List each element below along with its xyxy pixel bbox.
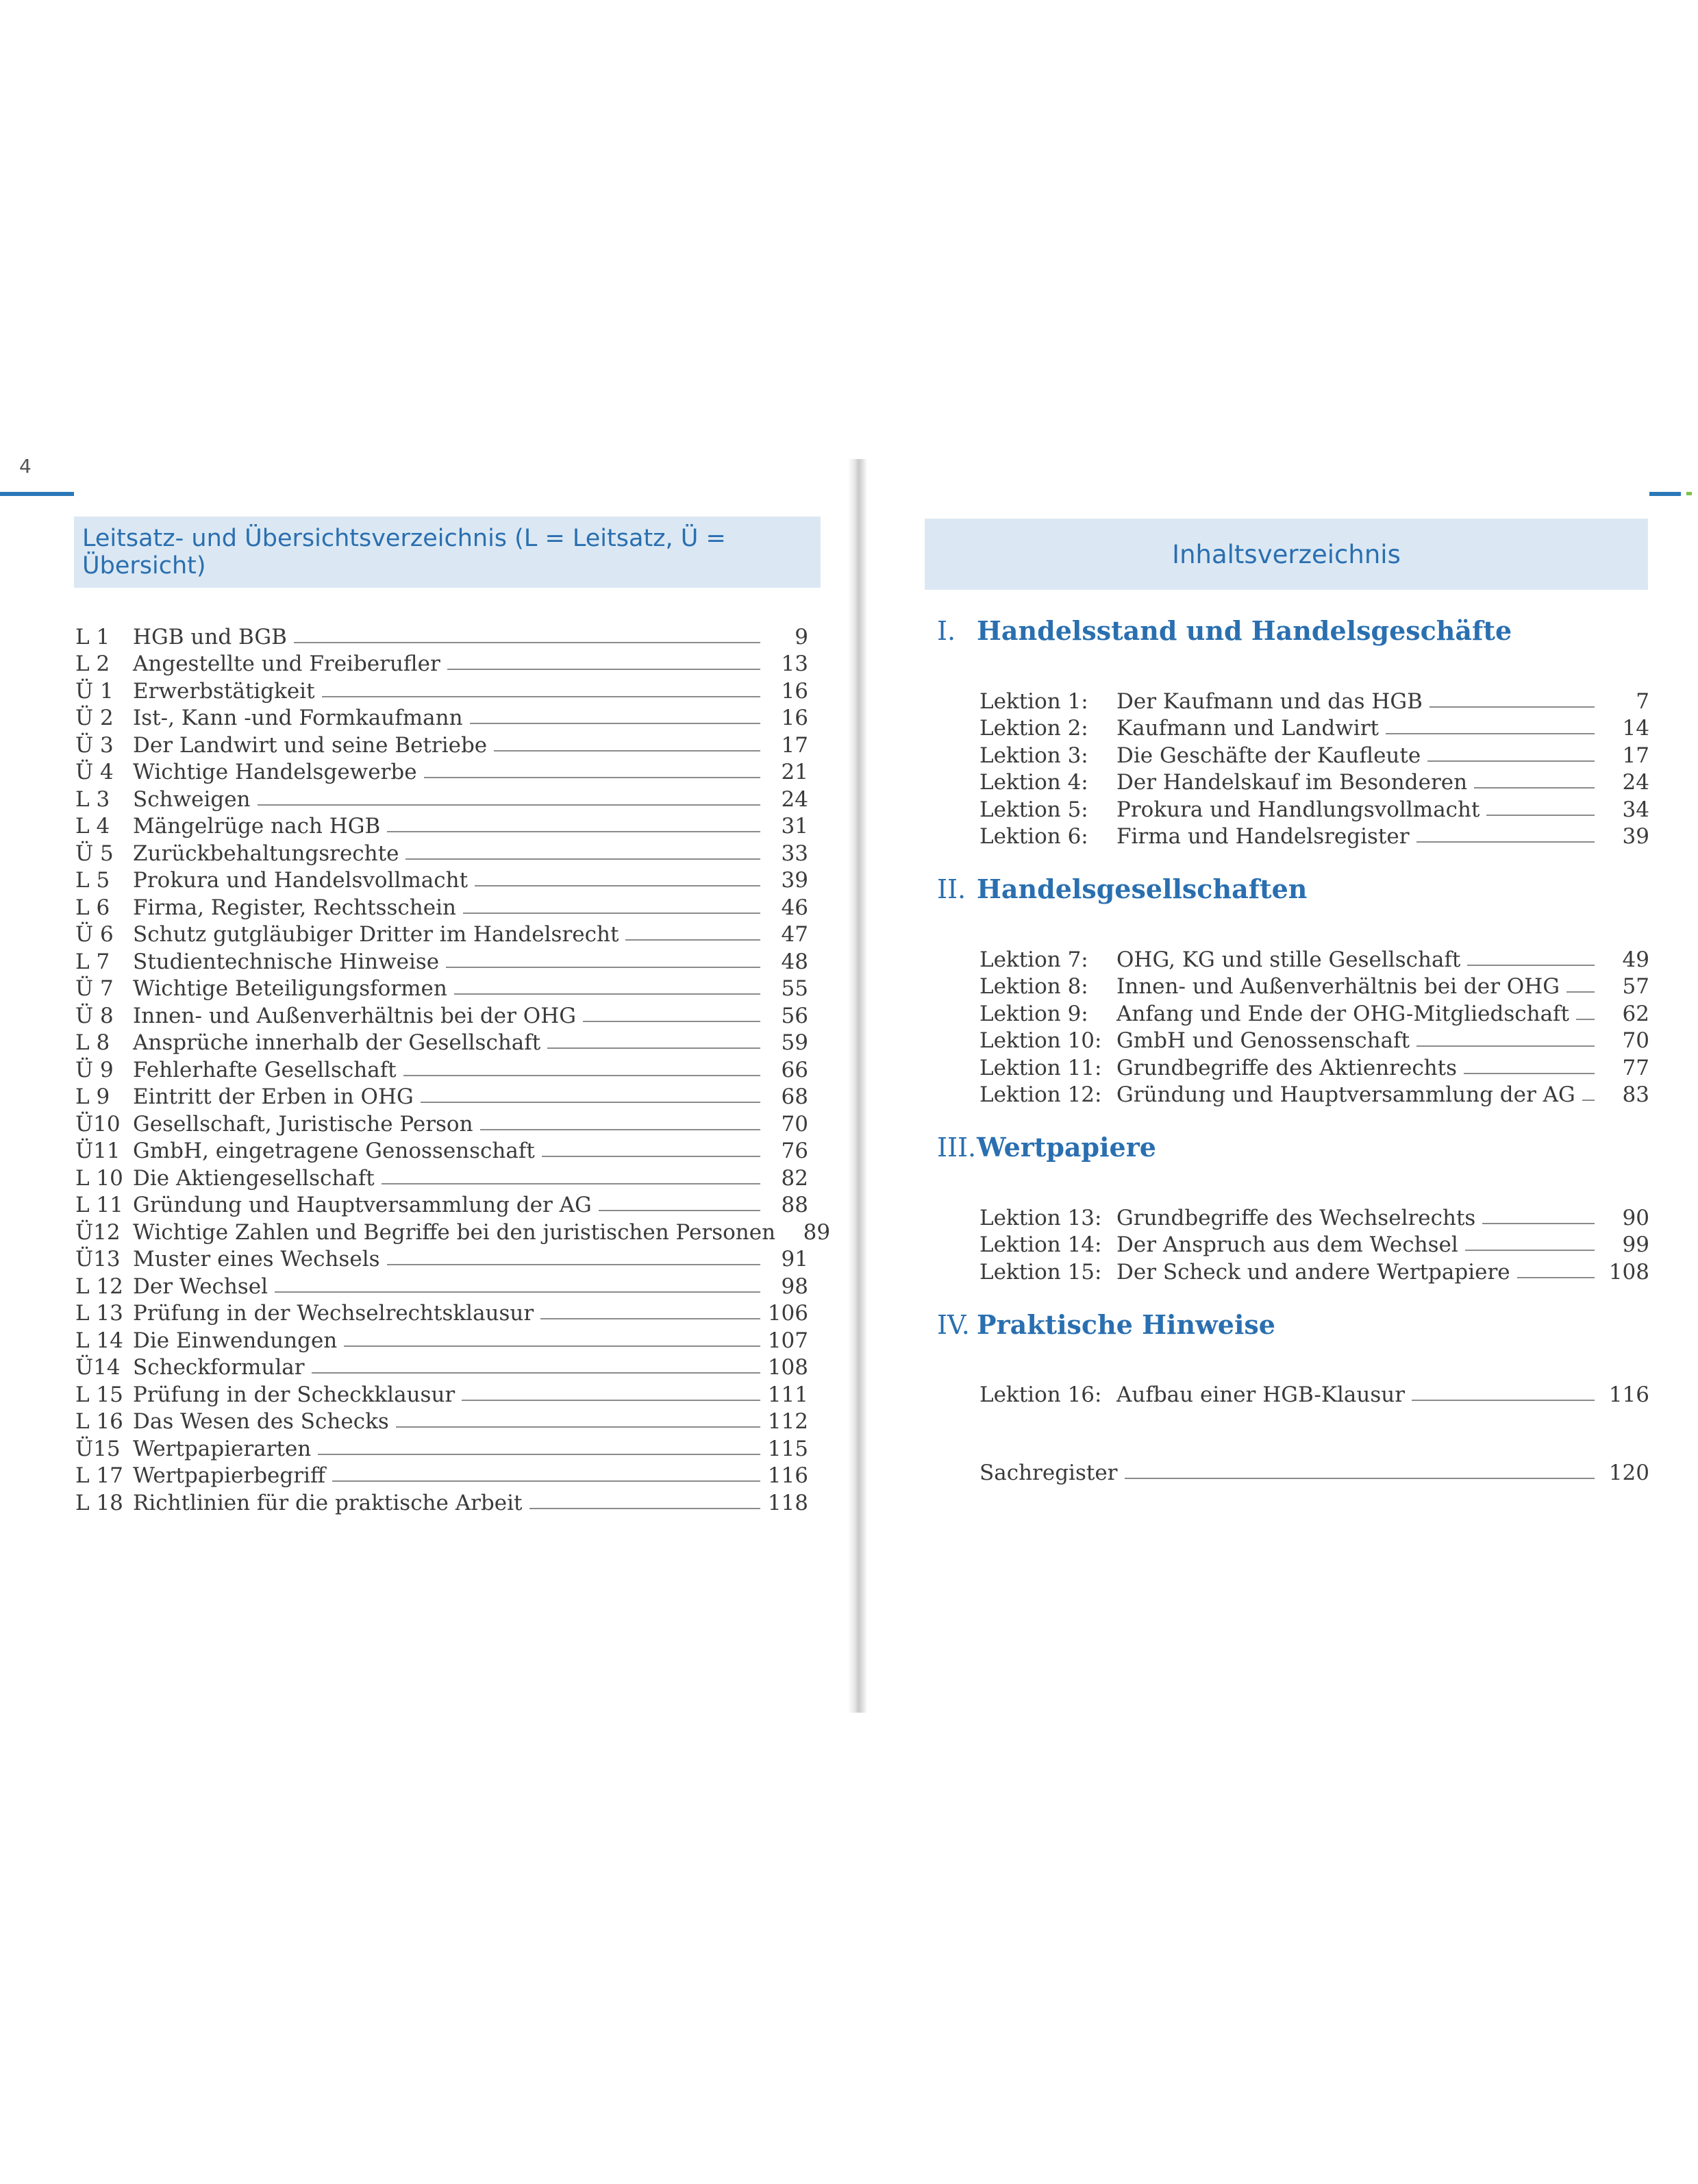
lesson-title: OHG, KG und stille Gesellschaft bbox=[1116, 947, 1461, 972]
list-item[interactable] bbox=[75, 784, 808, 812]
entry-page: 107 bbox=[767, 1328, 808, 1353]
dot-leader bbox=[421, 1102, 760, 1103]
entry-title: Mängelrüge nach HGB bbox=[133, 814, 381, 839]
entry-code: Ü12 bbox=[75, 1219, 121, 1245]
dot-leader bbox=[1427, 760, 1595, 762]
entry-page: 116 bbox=[767, 1463, 808, 1488]
entry-page: 68 bbox=[781, 1084, 808, 1109]
left-heading-banner bbox=[74, 517, 821, 588]
list-item[interactable] bbox=[75, 704, 808, 731]
entry-code: Ü13 bbox=[75, 1247, 121, 1271]
lesson-page: 108 bbox=[1608, 1259, 1649, 1285]
list-item[interactable] bbox=[75, 893, 808, 920]
lesson-entry[interactable] bbox=[937, 1257, 1649, 1285]
entry-title: Wertpapierbegriff bbox=[133, 1463, 325, 1488]
dot-leader bbox=[540, 1318, 760, 1319]
dot-leader bbox=[332, 1480, 760, 1482]
entry-code: Ü 3 bbox=[75, 732, 114, 758]
dot-leader bbox=[583, 1021, 760, 1022]
entry-code: L 17 bbox=[75, 1463, 123, 1488]
top-rule-left bbox=[0, 492, 74, 496]
entry-code: Ü15 bbox=[75, 1436, 121, 1461]
dot-leader bbox=[1464, 1073, 1595, 1074]
dot-leader bbox=[1412, 1400, 1595, 1401]
lesson-title: Innen- und Außenverhältnis bei der OHG bbox=[1116, 974, 1560, 999]
dot-leader bbox=[1576, 1019, 1595, 1020]
lesson-entry[interactable] bbox=[937, 1053, 1649, 1080]
list-item[interactable] bbox=[75, 649, 808, 677]
list-item[interactable] bbox=[75, 1217, 831, 1245]
lesson-label: Lektion 4: bbox=[979, 770, 1088, 795]
lesson-page: 17 bbox=[1622, 743, 1649, 768]
lesson-page: 49 bbox=[1622, 947, 1649, 972]
entry-title: Prokura und Handelsvollmacht bbox=[133, 868, 469, 893]
entry-code: Ü 1 bbox=[75, 678, 114, 704]
dot-leader bbox=[446, 967, 760, 968]
lesson-title: Firma und Handelsregister bbox=[1116, 824, 1410, 849]
entry-page: 115 bbox=[767, 1436, 808, 1461]
lesson-entry[interactable] bbox=[937, 972, 1649, 1000]
index-page: 120 bbox=[1608, 1461, 1649, 1485]
dot-leader bbox=[1566, 991, 1595, 993]
entry-page: 16 bbox=[781, 706, 808, 730]
entry-code: Ü 9 bbox=[75, 1057, 114, 1082]
entry-code: L 2 bbox=[75, 652, 110, 676]
list-item[interactable] bbox=[75, 947, 808, 974]
dot-leader bbox=[382, 1183, 760, 1184]
entry-page: 111 bbox=[767, 1382, 808, 1407]
entry-title: Innen- und Außenverhältnis bei der OHG bbox=[133, 1003, 576, 1028]
entry-title: Zurückbehaltungsrechte bbox=[133, 841, 399, 866]
section-heading[interactable] bbox=[937, 615, 1649, 655]
entry-page: 70 bbox=[781, 1111, 808, 1137]
top-rule-right bbox=[1649, 492, 1681, 496]
entry-page: 46 bbox=[781, 895, 808, 920]
entry-page: 108 bbox=[767, 1355, 808, 1380]
lesson-label: Lektion 8: bbox=[979, 974, 1088, 999]
toc-section bbox=[937, 1309, 1649, 1432]
list-item[interactable] bbox=[75, 1028, 808, 1056]
lesson-entry[interactable] bbox=[937, 999, 1649, 1026]
list-item[interactable] bbox=[75, 1109, 808, 1137]
dot-leader bbox=[480, 1129, 760, 1130]
lesson-page: 99 bbox=[1622, 1232, 1649, 1257]
lesson-page: 24 bbox=[1622, 770, 1649, 795]
entry-title: Gesellschaft, Juristische Person bbox=[133, 1111, 473, 1137]
entry-page: 33 bbox=[781, 841, 808, 866]
entry-title: Schweigen bbox=[133, 786, 251, 812]
entry-page: 24 bbox=[781, 786, 808, 812]
entry-code: Ü 7 bbox=[75, 976, 114, 1001]
entry-title: Schutz gutgläubiger Dritter im Handelsrecht bbox=[133, 922, 619, 947]
lesson-page: 62 bbox=[1622, 1001, 1649, 1026]
entry-page: 91 bbox=[781, 1247, 808, 1271]
entry-title: HGB und BGB bbox=[133, 624, 287, 649]
lesson-label: Lektion 2: bbox=[979, 716, 1088, 741]
dot-leader bbox=[424, 777, 760, 778]
dot-leader bbox=[294, 642, 760, 643]
list-item[interactable] bbox=[75, 1326, 808, 1353]
lesson-entry[interactable] bbox=[937, 1203, 1649, 1230]
entry-title: GmbH, eingetragene Genossenschaft bbox=[133, 1139, 535, 1163]
entry-code: L 7 bbox=[75, 949, 110, 974]
book-gutter bbox=[848, 459, 867, 1713]
index-entry[interactable] bbox=[937, 1458, 1649, 1485]
list-item[interactable] bbox=[75, 1191, 808, 1218]
dot-leader bbox=[1416, 841, 1595, 843]
section-number: I. bbox=[937, 616, 956, 646]
dot-leader bbox=[447, 669, 760, 670]
dot-leader bbox=[1482, 1223, 1595, 1224]
entry-page: 112 bbox=[767, 1409, 808, 1434]
lesson-page: 7 bbox=[1636, 688, 1649, 714]
lesson-title: Der Kaufmann und das HGB bbox=[1116, 688, 1423, 714]
dot-leader bbox=[258, 804, 760, 806]
entry-page: 16 bbox=[781, 678, 808, 704]
lesson-page: 90 bbox=[1622, 1205, 1649, 1230]
lesson-title: Gründung und Hauptversammlung der AG bbox=[1116, 1082, 1575, 1107]
lesson-page: 83 bbox=[1622, 1082, 1649, 1107]
entry-title: Der Wechsel bbox=[133, 1274, 269, 1299]
dot-leader bbox=[1429, 706, 1595, 708]
entry-title: Muster eines Wechsels bbox=[133, 1247, 380, 1271]
entry-title: Wichtige Beteiligungsformen bbox=[133, 976, 447, 1001]
lesson-entry[interactable] bbox=[937, 686, 1649, 714]
lesson-page: 116 bbox=[1608, 1382, 1649, 1407]
entry-code: L 1 bbox=[75, 624, 110, 649]
entry-title: Richtlinien für die praktische Arbeit bbox=[133, 1490, 523, 1515]
lesson-title: Prokura und Handlungsvollmacht bbox=[1116, 797, 1480, 822]
right-heading-banner bbox=[925, 519, 1648, 590]
lesson-title: Der Anspruch aus dem Wechsel bbox=[1116, 1232, 1458, 1257]
toc-section bbox=[937, 873, 1649, 1132]
lesson-page: 34 bbox=[1622, 797, 1649, 822]
section-title: Handelsstand und Handelsgeschäfte bbox=[977, 615, 1512, 646]
lesson-entry[interactable] bbox=[937, 1380, 1649, 1408]
entry-code: L 10 bbox=[75, 1165, 123, 1191]
toc-section bbox=[937, 615, 1649, 873]
lesson-label: Lektion 15: bbox=[979, 1259, 1102, 1285]
lesson-label: Lektion 11: bbox=[979, 1055, 1102, 1080]
list-item[interactable] bbox=[75, 812, 808, 839]
entry-page: 21 bbox=[781, 760, 808, 784]
lesson-label: Lektion 5: bbox=[979, 797, 1088, 822]
section-title: Handelsgesellschaften bbox=[977, 873, 1308, 904]
dot-leader bbox=[494, 750, 760, 752]
lesson-page: 14 bbox=[1622, 716, 1649, 741]
entry-page: 56 bbox=[781, 1003, 808, 1028]
lesson-label: Lektion 1: bbox=[979, 688, 1088, 714]
entry-page: 31 bbox=[781, 814, 808, 839]
list-item[interactable] bbox=[75, 1082, 808, 1110]
dot-leader bbox=[470, 723, 760, 724]
principles-list bbox=[75, 622, 831, 1515]
list-item[interactable] bbox=[75, 974, 808, 1002]
dot-leader bbox=[454, 993, 760, 995]
list-item[interactable] bbox=[75, 1137, 808, 1164]
entry-page: 47 bbox=[781, 922, 808, 947]
dot-leader bbox=[312, 1372, 760, 1374]
table-of-contents bbox=[937, 615, 1649, 1485]
lesson-label: Lektion 6: bbox=[979, 824, 1088, 849]
entry-page: 13 bbox=[781, 652, 808, 676]
entry-title: Prüfung in der Wechselrechtsklausur bbox=[133, 1301, 534, 1326]
list-item[interactable] bbox=[75, 1299, 808, 1326]
entry-code: L 15 bbox=[75, 1382, 123, 1407]
dot-leader bbox=[387, 1264, 760, 1265]
entry-title: Eintritt der Erben in OHG bbox=[133, 1084, 414, 1109]
lesson-title: GmbH und Genossenschaft bbox=[1116, 1028, 1410, 1053]
entry-page: 9 bbox=[795, 624, 808, 649]
list-item[interactable] bbox=[75, 866, 808, 893]
dot-leader bbox=[1467, 965, 1595, 966]
dot-leader bbox=[1465, 1250, 1595, 1251]
entry-code: L 12 bbox=[75, 1274, 123, 1299]
lesson-label: Lektion 13: bbox=[979, 1205, 1102, 1230]
lesson-label: Lektion 14: bbox=[979, 1232, 1102, 1257]
entry-title: Die Aktiengesellschaft bbox=[133, 1165, 375, 1191]
entry-code: L 11 bbox=[75, 1193, 123, 1217]
lesson-label: Lektion 3: bbox=[979, 743, 1088, 768]
lesson-label: Lektion 7: bbox=[979, 947, 1088, 972]
entry-title: Angestellte und Freiberufler bbox=[133, 652, 440, 676]
entry-code: L 4 bbox=[75, 814, 110, 839]
list-item[interactable] bbox=[75, 1245, 808, 1272]
entry-title: Fehlerhafte Gesellschaft bbox=[133, 1057, 397, 1082]
entry-code: L 13 bbox=[75, 1301, 123, 1326]
lesson-entry[interactable] bbox=[937, 741, 1649, 768]
section-number: IV. bbox=[937, 1309, 970, 1340]
dot-leader bbox=[529, 1508, 761, 1509]
dot-leader bbox=[1486, 815, 1595, 816]
list-item[interactable] bbox=[75, 1353, 808, 1380]
entry-code: L 5 bbox=[75, 868, 110, 893]
list-item[interactable] bbox=[75, 1001, 808, 1028]
lesson-label: Lektion 16: bbox=[979, 1382, 1102, 1407]
dot-leader bbox=[275, 1291, 760, 1293]
entry-title: Erwerbstätigkeit bbox=[133, 678, 315, 704]
lesson-entry[interactable] bbox=[937, 1080, 1649, 1108]
dot-leader bbox=[344, 1345, 760, 1347]
dot-leader bbox=[1125, 1478, 1595, 1479]
list-item[interactable] bbox=[75, 1461, 808, 1489]
entry-code: Ü10 bbox=[75, 1111, 121, 1137]
lesson-label: Lektion 10: bbox=[979, 1028, 1102, 1053]
entry-title: Die Einwendungen bbox=[133, 1328, 338, 1353]
entry-title: Scheckformular bbox=[133, 1355, 305, 1380]
entry-page: 98 bbox=[781, 1274, 808, 1299]
entry-code: Ü 8 bbox=[75, 1003, 114, 1028]
dot-leader bbox=[396, 1426, 760, 1428]
entry-title: Wichtige Zahlen und Begriffe bei den juristischen Personen bbox=[133, 1219, 776, 1245]
toc-section bbox=[937, 1132, 1649, 1309]
lesson-label: Lektion 12: bbox=[979, 1082, 1102, 1107]
lesson-title: Die Geschäfte der Kaufleute bbox=[1116, 743, 1421, 768]
list-item[interactable] bbox=[75, 1380, 808, 1407]
section-number: III. bbox=[937, 1132, 977, 1163]
entry-code: L 18 bbox=[75, 1490, 123, 1515]
entry-page: 89 bbox=[803, 1219, 831, 1245]
lesson-title: Der Scheck und andere Wertpapiere bbox=[1116, 1259, 1510, 1285]
lesson-entry[interactable] bbox=[937, 1026, 1649, 1054]
dot-leader bbox=[625, 939, 760, 941]
entry-title: Wertpapierarten bbox=[133, 1436, 312, 1461]
entry-page: 48 bbox=[781, 949, 808, 974]
entry-page: 118 bbox=[767, 1490, 808, 1515]
lesson-entry[interactable] bbox=[937, 945, 1649, 972]
entry-title: Ist-, Kann -und Formkaufmann bbox=[133, 706, 463, 730]
list-item[interactable] bbox=[75, 1163, 808, 1191]
list-item[interactable] bbox=[75, 676, 808, 704]
entry-code: L 9 bbox=[75, 1084, 110, 1109]
page-number: 4 bbox=[19, 455, 32, 477]
entry-title: Das Wesen des Schecks bbox=[133, 1409, 389, 1434]
lesson-page: 57 bbox=[1622, 974, 1649, 999]
list-item[interactable] bbox=[75, 622, 808, 649]
entry-page: 76 bbox=[781, 1139, 808, 1163]
dot-leader bbox=[542, 1156, 760, 1157]
entry-page: 88 bbox=[781, 1193, 808, 1217]
lesson-entry[interactable] bbox=[937, 1230, 1649, 1258]
dot-leader bbox=[547, 1047, 760, 1049]
entry-code: Ü 4 bbox=[75, 760, 114, 784]
dot-leader bbox=[475, 885, 760, 886]
lesson-page: 70 bbox=[1622, 1028, 1649, 1053]
entry-code: L 6 bbox=[75, 895, 110, 920]
section-title: Praktische Hinweise bbox=[977, 1308, 1275, 1340]
section-heading[interactable] bbox=[937, 1132, 1649, 1171]
lesson-page: 39 bbox=[1622, 824, 1649, 849]
index-title: Sachregister bbox=[979, 1461, 1118, 1485]
list-item[interactable] bbox=[75, 1488, 808, 1515]
entry-page: 66 bbox=[781, 1057, 808, 1082]
list-item[interactable] bbox=[75, 839, 808, 866]
entry-title: Studientechnische Hinweise bbox=[133, 949, 440, 974]
dot-leader bbox=[387, 831, 760, 832]
entry-page: 55 bbox=[781, 976, 808, 1001]
dot-leader bbox=[1582, 1100, 1595, 1101]
dot-leader bbox=[1517, 1277, 1595, 1278]
lesson-label: Lektion 9: bbox=[979, 1001, 1088, 1026]
entry-code: Ü 6 bbox=[75, 922, 114, 947]
section-heading[interactable] bbox=[937, 1309, 1649, 1349]
dot-leader bbox=[462, 1400, 760, 1401]
lesson-entry[interactable] bbox=[937, 768, 1649, 795]
entry-code: L 14 bbox=[75, 1328, 123, 1353]
list-item[interactable] bbox=[75, 1434, 808, 1461]
right-heading: Inhaltsverzeichnis bbox=[1172, 539, 1401, 569]
entry-title: Ansprüche innerhalb der Gesellschaft bbox=[133, 1030, 541, 1055]
list-item[interactable] bbox=[75, 1055, 808, 1082]
list-item[interactable] bbox=[75, 730, 808, 758]
lesson-entry[interactable] bbox=[937, 714, 1649, 741]
dot-leader bbox=[1386, 733, 1595, 734]
dot-leader bbox=[599, 1210, 760, 1211]
section-heading[interactable] bbox=[937, 873, 1649, 913]
lesson-entry[interactable] bbox=[937, 795, 1649, 822]
entry-code: Ü14 bbox=[75, 1355, 121, 1380]
entry-page: 106 bbox=[767, 1301, 808, 1326]
entry-title: Der Landwirt und seine Betriebe bbox=[133, 732, 488, 758]
dot-leader bbox=[463, 913, 760, 914]
dot-leader bbox=[403, 1075, 760, 1076]
lesson-title: Grundbegriffe des Aktienrechts bbox=[1116, 1055, 1458, 1080]
entry-page: 39 bbox=[781, 868, 808, 893]
dot-leader bbox=[322, 696, 760, 697]
entry-code: Ü 2 bbox=[75, 706, 114, 730]
list-item[interactable] bbox=[75, 1407, 808, 1435]
lesson-title: Aufbau einer HGB-Klausur bbox=[1116, 1382, 1406, 1407]
entry-title: Wichtige Handelsgewerbe bbox=[133, 760, 417, 784]
entry-code: Ü11 bbox=[75, 1139, 121, 1163]
entry-code: L 8 bbox=[75, 1030, 110, 1055]
dot-leader bbox=[1416, 1045, 1595, 1047]
entry-page: 82 bbox=[781, 1165, 808, 1191]
lesson-title: Der Handelskauf im Besonderen bbox=[1116, 770, 1468, 795]
dot-leader bbox=[318, 1454, 760, 1455]
list-item[interactable] bbox=[75, 920, 808, 947]
section-number: II. bbox=[937, 874, 966, 904]
entry-page: 59 bbox=[781, 1030, 808, 1055]
entry-code: L 16 bbox=[75, 1409, 123, 1434]
list-item[interactable] bbox=[75, 758, 808, 785]
left-heading: Leitsatz- und Übersichtsverzeichnis (L = Leitsatz, Ü = Übersicht) bbox=[82, 525, 726, 580]
accent-mark bbox=[1686, 492, 1692, 495]
list-item[interactable] bbox=[75, 1271, 808, 1299]
entry-code: L 3 bbox=[75, 786, 110, 812]
lesson-entry[interactable] bbox=[937, 822, 1649, 849]
dot-leader bbox=[405, 858, 760, 860]
lesson-title: Grundbegriffe des Wechselrechts bbox=[1116, 1205, 1476, 1230]
lesson-page: 77 bbox=[1622, 1055, 1649, 1080]
entry-title: Firma, Register, Rechtsschein bbox=[133, 895, 456, 920]
section-title: Wertpapiere bbox=[977, 1132, 1156, 1163]
entry-page: 17 bbox=[781, 732, 808, 758]
dot-leader bbox=[1474, 787, 1595, 789]
entry-title: Gründung und Hauptversammlung der AG bbox=[133, 1193, 592, 1217]
lesson-title: Anfang und Ende der OHG-Mitgliedschaft bbox=[1116, 1001, 1569, 1026]
entry-code: Ü 5 bbox=[75, 841, 114, 866]
lesson-title: Kaufmann und Landwirt bbox=[1116, 716, 1379, 741]
entry-title: Prüfung in der Scheckklausur bbox=[133, 1382, 455, 1407]
